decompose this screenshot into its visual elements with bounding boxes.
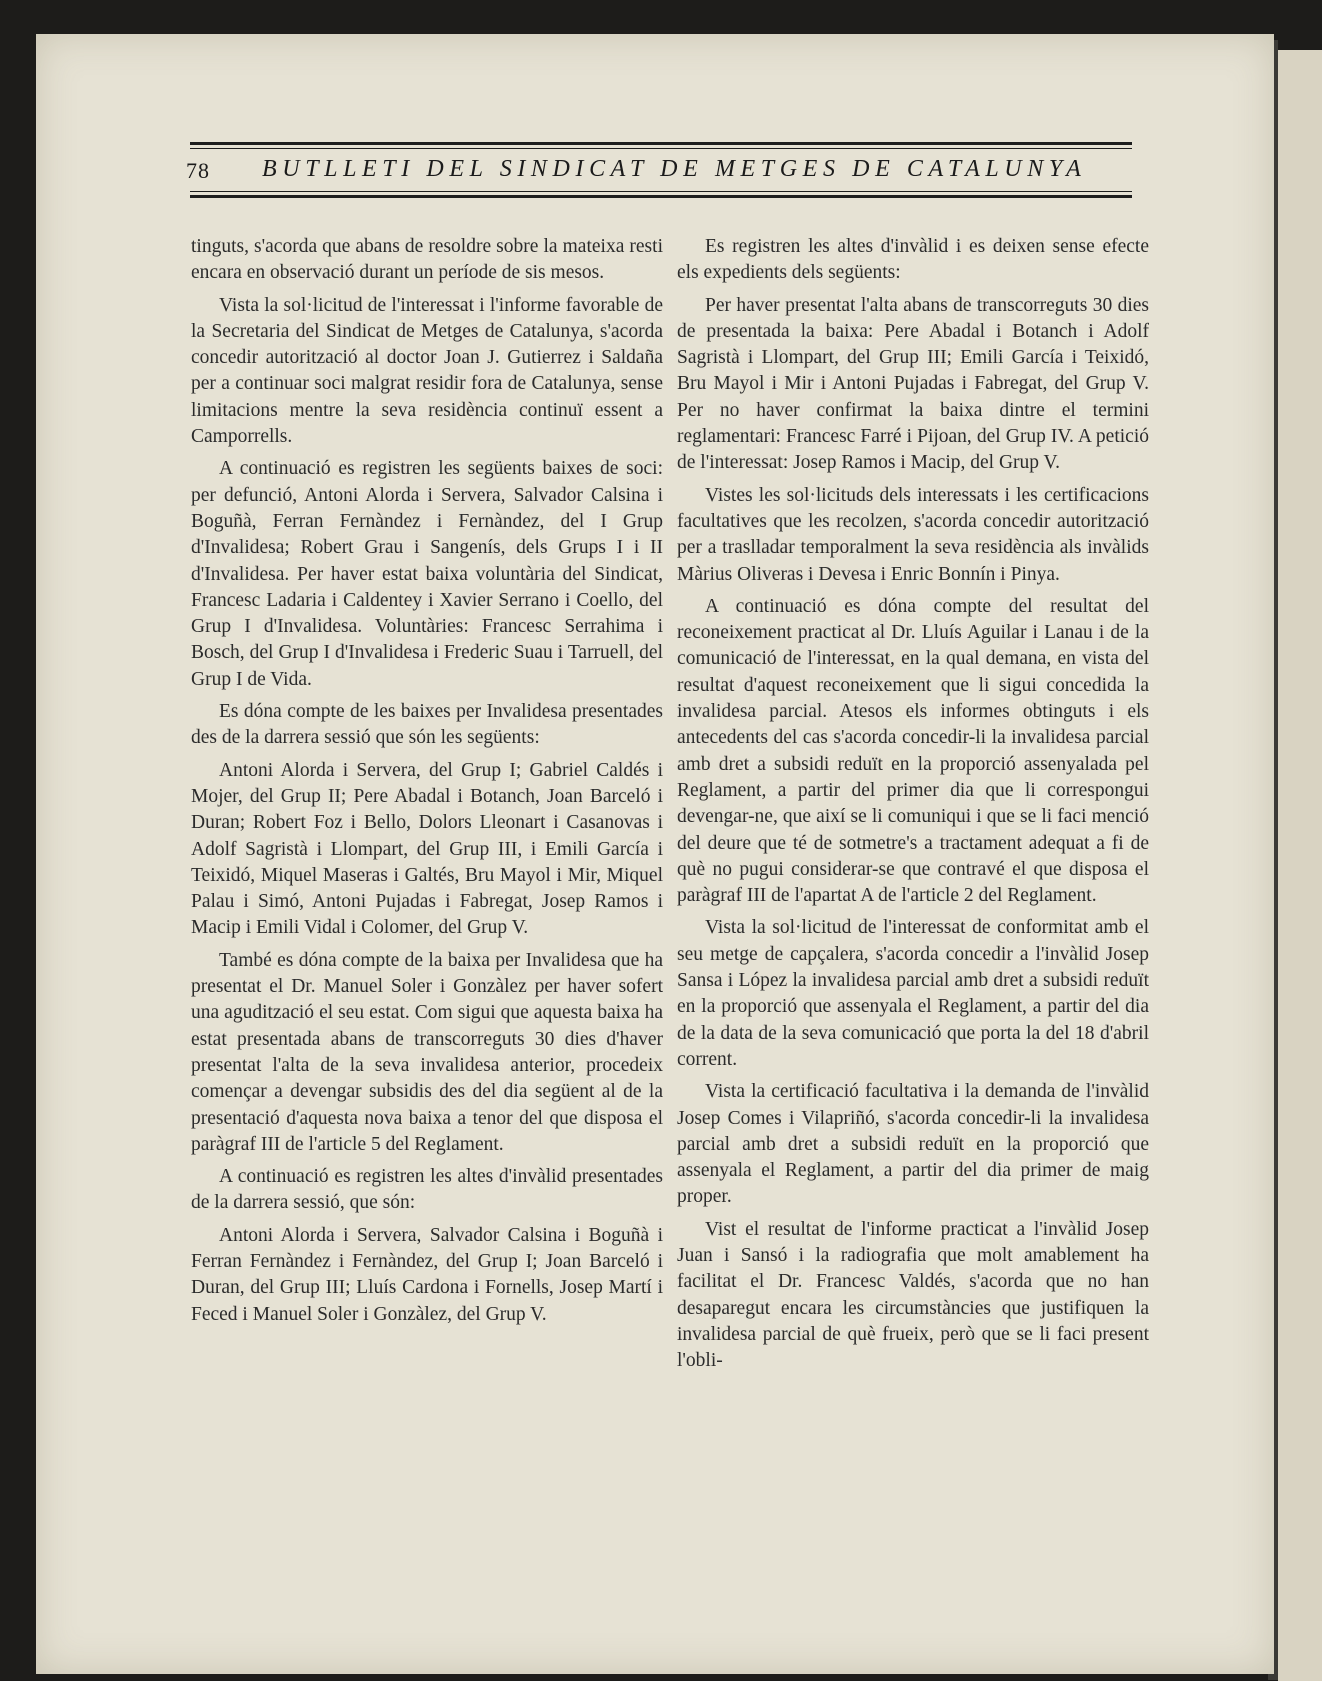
header-rule-bottom xyxy=(190,195,1132,198)
paragraph: Antoni Alorda i Servera, Salvador Calsina i Boguñà i Ferran Fernàndez i Fernàndez, del Grup I; Joan Barceló i Duran, del Grup III; Lluís Cardona i Fornells, Josep Martí i Feced i Manuel Soler i Gonzàlez, del Grup V. xyxy=(191,1224,663,1325)
header-rule-bottom-thin xyxy=(190,191,1132,192)
paragraph: Vistes les sol·licituds dels interessats i les certificacions facultatives que les recolzen, s'acorda concedir autorització per a traslladar temporalment la seva residència als invàlids Màrius Oliveras i Devesa i Enric Bonnín i Pinya. xyxy=(677,484,1149,585)
paragraph: Antoni Alorda i Servera, del Grup I; Gabriel Caldés i Mojer, del Grup II; Pere Abadal i Botanch, Joan Barceló i Duran; Robert Foz i Bello, Dolors Lleonart i Casanovas i Adolf Sagristà i Llompart, del Grup III, i Emili García i Teixidó, Miquel Maseras i Galtés, Bru Mayol i Mir, Miquel Palau i Simó, Antoni Pujadas i Fabregat, Josep Ramos i Macip i Emili Vidal i Colomer, del Grup V. xyxy=(191,759,663,939)
paragraph: També es dóna compte de la baixa per Invalidesa que ha presentat el Dr. Manuel Soler i Gonzàlez per haver sofert una agudització el seu estat. Com sigui que aquesta baixa ha estat presentada abans de transcorreguts 30 dies d'haver presentat l'alta de la seva invalidesa anterior, procedeix començar a devengar subsidis des del dia següent al de la presentació d'aquesta nova baixa a tenor del que disposa el paràgraf III de l'article 5 del Reglament. xyxy=(191,949,663,1155)
paragraph: Vista la sol·licitud de l'interessat de conformitat amb el seu metge de capçalera, s'acorda concedir a l'invàlid Josep Sansa i López la invalidesa parcial amb dret a subsidi reduït en la proporció que assenyala el Reglament, a partir del dia de la data de la seva comunicació que porta la del 18 d'abril corrent. xyxy=(677,917,1149,1070)
right-column xyxy=(677,234,1149,1380)
left-column xyxy=(191,234,663,1334)
paragraph: Vista la certificació facultativa i la demanda de l'invàlid Josep Comes i Vilapriñó, s'acorda concedir-li la invalidesa parcial amb dret a subsidi reduït en la proporció que assenyala el Reglament, a partir del dia primer de maig proper. xyxy=(677,1081,1149,1208)
paragraph: Vist el resultat de l'informe practicat a l'invàlid Josep Juan i Sansó i la radiografia que molt amablement ha facilitat el Dr. Francesc Valdés, s'acorda que no han desaparegut encara les circumstàncies que justifiquen la invalidesa parcial de què frueix, però que se li faci present l'obli- xyxy=(677,1218,1149,1372)
paragraph: Per haver presentat l'alta abans de transcorreguts 30 dies de presentada la baixa: Pere Abadal i Botanch i Adolf Sagristà i Llompart, del Grup III; Emili García i Teixidó, Bru Mayol i Mir i Antoni Pujadas i Fabregat, del Grup V. Per no haver confirmat la baixa dintre el termini reglamentari: Francesc Farré i Pijoan, del Grup IV. A petició de l'interessat: Josep Ramos i Macip, del Grup V. xyxy=(677,294,1149,474)
page-number: 78 xyxy=(186,158,210,183)
header-rule-top-thin xyxy=(190,148,1132,149)
page-header xyxy=(186,156,1136,186)
paragraph: A continuació es dóna compte del resultat del reconeixement practicat al Dr. Lluís Aguilar i Lanau i de la comunicació de l'interessat, en la qual demana, en vista del resultat d'aquest reconeixement que li sigui concedida la invalidesa parcial. Atesos els informes obtinguts i els antecedents del cas s'acorda concedir-li la invalidesa parcial amb dret a subsidi reduït en la proporció assenyalada pel Reglament, a partir del primer dia que li correspongui devengar-ne, que així se li comuniqui i que se li faci menció del deure que té de sotmetre's a tractament adequat a fi de què no pugui considerar-se que contravé el que disposa el paràgraf III de l'apartat A de l'article 2 del Reglament. xyxy=(677,595,1149,907)
paragraph: A continuació es registren les altes d'invàlid presentades de la darrera sessió, que són: xyxy=(191,1166,663,1214)
paragraph: Es registren les altes d'invàlid i es deixen sense efecte els expedients dels següents: xyxy=(677,236,1149,284)
paragraph: Es dóna compte de les baixes per Invalidesa presentades des de la darrera sessió que són les següents: xyxy=(191,701,663,749)
running-title: BUTLLETI DEL SINDICAT DE METGES DE CATALUNYA xyxy=(262,156,1087,182)
facing-page-edge xyxy=(1278,50,1322,1681)
paragraph: Vista la sol·licitud de l'interessat i l'informe favorable de la Secretaria del Sindicat de Metges de Catalunya, s'acorda concedir autorització al doctor Joan J. Gutierrez i Saldaña per a continuar soci malgrat residir fora de Catalunya, sense limitacions mentre la seva residència continuï essent a Camporrells. xyxy=(191,294,663,448)
paragraph: tinguts, s'acorda que abans de resoldre sobre la mateixa resti encara en observació durant un període de sis mesos. xyxy=(191,236,663,284)
header-rule-top xyxy=(190,142,1132,145)
paragraph: A continuació es registren les següents baixes de soci: per defunció, Antoni Alorda i Servera, Salvador Calsina i Boguñà, Ferran Fernàndez i Fernàndez, del I Grup d'Invalidesa; Robert Grau i Sangenís, dels Grups I i II d'Invalidesa. Per haver estat baixa voluntària del Sindicat, Francesc Ladaria i Caldentey i Xavier Serrano i Coello, del Grup I d'Invalidesa. Voluntàries: Francesc Serrahima i Bosch, del Grup I d'Invalidesa i Frederic Suau i Tarruell, del Grup I de Vida. xyxy=(191,458,663,690)
